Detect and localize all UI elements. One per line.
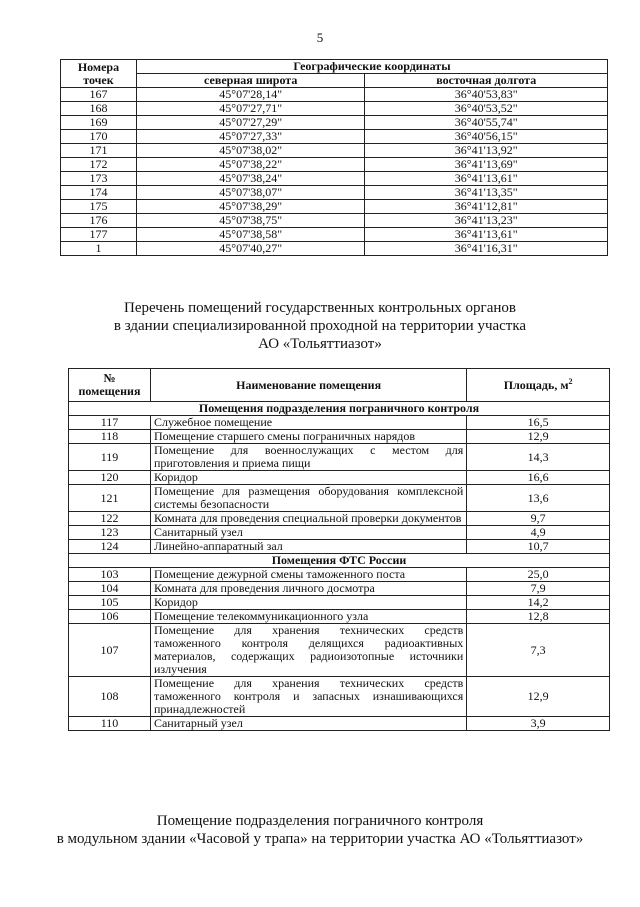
longitude-header: восточная долгота	[365, 74, 608, 88]
longitude-cell: 36°41'12,81"	[365, 200, 608, 214]
point-number-cell: 171	[61, 144, 137, 158]
room-name-cell: Служебное помещение	[150, 416, 466, 430]
room-name-cell: Санитарный узел	[150, 717, 466, 731]
room-row	[69, 568, 610, 582]
room-name-cell: Помещение старшего смены пограничных нарядов	[150, 430, 466, 444]
latitude-cell: 45°07'38,75"	[136, 214, 365, 228]
coordinate-row	[61, 144, 608, 158]
room-number-cell: 124	[69, 540, 151, 554]
room-area-header	[467, 369, 610, 402]
latitude-header: северная широта	[136, 74, 365, 88]
room-area-cell: 14,2	[467, 596, 610, 610]
rooms-list-title	[0, 299, 640, 353]
point-number-cell: 175	[61, 200, 137, 214]
room-row	[69, 717, 610, 731]
coordinate-row	[61, 116, 608, 130]
room-row	[69, 485, 610, 512]
title-line: в здании специализированной проходной на территории участка	[113, 318, 527, 334]
coordinates-body	[61, 88, 608, 256]
room-name-cell: Помещение для размещения оборудования комплексной системы безопасности	[150, 485, 466, 512]
longitude-cell: 36°41'13,61"	[365, 172, 608, 186]
coordinate-row	[61, 214, 608, 228]
room-row	[69, 624, 610, 677]
room-area-cell: 12,8	[467, 610, 610, 624]
room-number-cell: 105	[69, 596, 151, 610]
room-number-cell: 122	[69, 512, 151, 526]
coordinates-table	[60, 59, 608, 256]
longitude-cell: 36°41'13,23"	[365, 214, 608, 228]
title-line: АО «Тольяттиазот»	[258, 336, 382, 352]
modular-building-title	[0, 812, 640, 848]
coordinate-row	[61, 200, 608, 214]
longitude-cell: 36°40'53,83"	[365, 88, 608, 102]
room-number-cell: 118	[69, 430, 151, 444]
group-row	[69, 554, 610, 568]
point-number-cell: 173	[61, 172, 137, 186]
latitude-cell: 45°07'38,07"	[136, 186, 365, 200]
room-area-cell: 13,6	[467, 485, 610, 512]
latitude-cell: 45°07'28,14"	[136, 88, 365, 102]
group-row	[69, 402, 610, 416]
room-name-cell: Линейно-аппаратный зал	[150, 540, 466, 554]
room-row	[69, 416, 610, 430]
room-number-cell: 119	[69, 444, 151, 471]
latitude-cell: 45°07'40,27"	[136, 242, 365, 256]
longitude-cell: 36°40'53,52"	[365, 102, 608, 116]
room-number-cell: 123	[69, 526, 151, 540]
room-row	[69, 582, 610, 596]
point-number-cell: 176	[61, 214, 137, 228]
longitude-cell: 36°41'16,31"	[365, 242, 608, 256]
point-number-cell: 167	[61, 88, 137, 102]
room-name-header: Наименование помещения	[150, 369, 466, 402]
room-name-cell: Помещение телекоммуникационного узла	[150, 610, 466, 624]
latitude-cell: 45°07'38,02"	[136, 144, 365, 158]
room-area-cell: 7,3	[467, 624, 610, 677]
latitude-cell: 45°07'38,29"	[136, 200, 365, 214]
room-area-cell: 7,9	[467, 582, 610, 596]
latitude-cell: 45°07'38,22"	[136, 158, 365, 172]
coordinate-row	[61, 130, 608, 144]
area-unit-superscript: 2	[568, 376, 573, 386]
longitude-cell: 36°40'56,15"	[365, 130, 608, 144]
room-number-cell: 106	[69, 610, 151, 624]
title-line: Перечень помещений государственных контрольных органов	[124, 300, 516, 316]
room-row	[69, 471, 610, 485]
room-number-cell: 120	[69, 471, 151, 485]
latitude-cell: 45°07'27,29"	[136, 116, 365, 130]
page-number: 5	[316, 30, 324, 45]
title-line: в модульном здании «Часовой у трапа» на территории участка АО «Тольяттиазот»	[56, 831, 584, 847]
room-row	[69, 444, 610, 471]
point-number-cell: 174	[61, 186, 137, 200]
room-name-cell: Санитарный узел	[150, 526, 466, 540]
point-number-cell: 1	[61, 242, 137, 256]
rooms-body	[69, 402, 610, 731]
room-area-cell: 12,9	[467, 430, 610, 444]
point-number-cell: 172	[61, 158, 137, 172]
room-number-cell: 107	[69, 624, 151, 677]
room-area-cell: 10,7	[467, 540, 610, 554]
room-row	[69, 540, 610, 554]
coordinate-row	[61, 228, 608, 242]
geo-coords-header: Географические координаты	[136, 60, 607, 74]
room-name-cell: Комната для проведения специальной проверки документов	[150, 512, 466, 526]
room-name-cell: Помещение для хранения технических средств таможенного контроля делящихся радиоактивных материалов, содержащих радиоизотопные источники излучения	[150, 624, 466, 677]
longitude-cell: 36°41'13,35"	[365, 186, 608, 200]
room-row	[69, 512, 610, 526]
room-number-cell: 121	[69, 485, 151, 512]
room-number-header: № помещения	[69, 369, 151, 402]
point-number-cell: 170	[61, 130, 137, 144]
room-area-cell: 16,6	[467, 471, 610, 485]
coordinate-row	[61, 102, 608, 116]
room-number-cell: 108	[69, 677, 151, 717]
coordinate-row	[61, 186, 608, 200]
latitude-cell: 45°07'27,71"	[136, 102, 365, 116]
room-name-cell: Коридор	[150, 471, 466, 485]
point-number-cell: 169	[61, 116, 137, 130]
points-header: Номера точек	[61, 60, 137, 88]
coordinate-row	[61, 242, 608, 256]
title-line: Помещение подразделения пограничного контроля	[156, 813, 484, 829]
longitude-cell: 36°41'13,61"	[365, 228, 608, 242]
room-name-cell: Комната для проведения личного досмотра	[150, 582, 466, 596]
longitude-cell: 36°40'55,74"	[365, 116, 608, 130]
point-number-cell: 177	[61, 228, 137, 242]
room-row	[69, 526, 610, 540]
room-name-cell: Помещение для хранения технических средств таможенного контроля и запасных изнашивающихся принадлежностей	[150, 677, 466, 717]
latitude-cell: 45°07'27,33"	[136, 130, 365, 144]
latitude-cell: 45°07'38,58"	[136, 228, 365, 242]
room-row	[69, 430, 610, 444]
coordinate-row	[61, 158, 608, 172]
room-area-cell: 12,9	[467, 677, 610, 717]
room-name-cell: Помещение для военнослужащих с местом для приготовления и приема пищи	[150, 444, 466, 471]
room-number-cell: 110	[69, 717, 151, 731]
room-row	[69, 610, 610, 624]
room-name-cell: Помещение дежурной смены таможенного поста	[150, 568, 466, 582]
room-row	[69, 596, 610, 610]
point-number-cell: 168	[61, 102, 137, 116]
coordinate-row	[61, 172, 608, 186]
longitude-cell: 36°41'13,92"	[365, 144, 608, 158]
room-area-cell: 3,9	[467, 717, 610, 731]
longitude-cell: 36°41'13,69"	[365, 158, 608, 172]
room-area-cell: 9,7	[467, 512, 610, 526]
room-number-cell: 117	[69, 416, 151, 430]
coordinate-row	[61, 88, 608, 102]
room-name-cell: Коридор	[150, 596, 466, 610]
room-number-cell: 104	[69, 582, 151, 596]
latitude-cell: 45°07'38,24"	[136, 172, 365, 186]
room-area-cell: 25,0	[467, 568, 610, 582]
room-area-cell: 14,3	[467, 444, 610, 471]
room-area-cell: 4,9	[467, 526, 610, 540]
room-row	[69, 677, 610, 717]
room-number-cell: 103	[69, 568, 151, 582]
group-title: Помещения подразделения пограничного контроля	[69, 402, 610, 416]
area-header-text: Площадь, м	[503, 377, 569, 392]
group-title: Помещения ФТС России	[69, 554, 610, 568]
rooms-table	[68, 368, 610, 731]
room-area-cell: 16,5	[467, 416, 610, 430]
